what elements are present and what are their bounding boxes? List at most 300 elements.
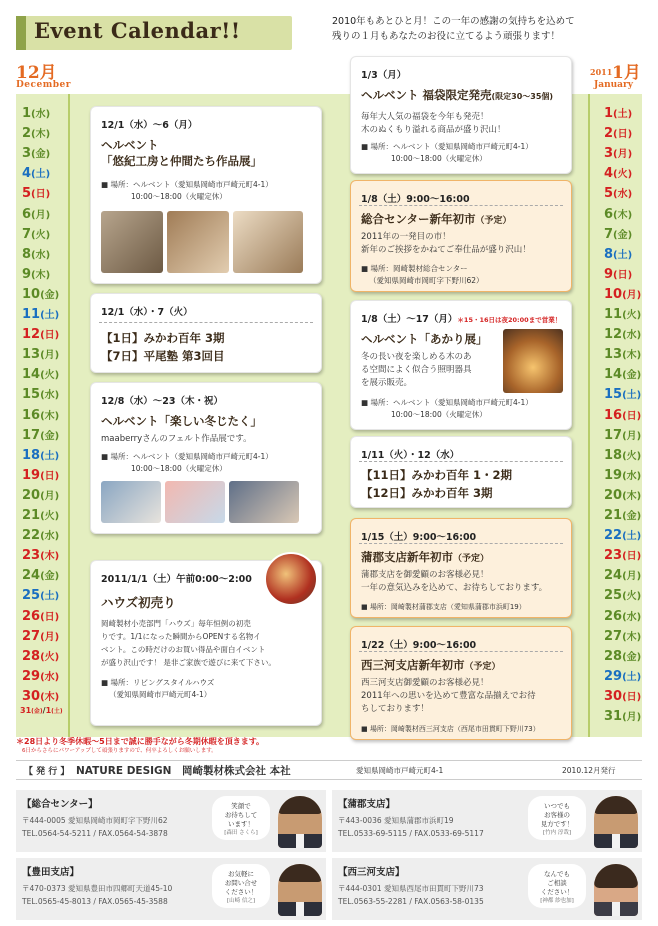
bubble-line-3: ください！ [224,888,258,896]
day-number: 21 [604,508,623,523]
event-date: 12/1（水）・7（火） [101,307,193,318]
staff-avatar [594,864,638,916]
event-location: ■ 場所：岡崎製材蒲郡支店（愛知県蒲郡市浜町19） [361,603,526,611]
staff-name: [竹内 淳哉] [542,830,572,836]
weekday: (水) [622,330,642,342]
event-date-note: ＊15・16日は夜20:00まで営業！ [457,316,562,324]
event-card-mikawa-dec [90,293,322,373]
dec-day-8 [22,245,50,264]
weekday: (土) [622,390,642,402]
dec-day-2 [22,124,50,143]
day-number: 16 [604,407,623,423]
dec-day-24 [22,566,59,585]
dec-day-21 [22,506,59,525]
jan-day-26 [604,607,641,626]
event-line-2: 【12日】みかわ百年 3期 [361,486,493,500]
holiday-note: ＊28日より冬季休暇〜5日まで誠に勝手ながら冬期休暇を頂きます。 [16,737,265,746]
event-date: 1/3（月） [361,70,407,81]
dec-day-11 [22,305,59,324]
day-number: 19 [22,467,41,483]
weekday: (火) [31,229,51,241]
jan-day-8 [604,245,632,264]
staff-name: [神都 紗也加] [540,898,574,904]
weekday: (木) [613,209,633,221]
day-number: 18 [604,447,623,463]
dec-day-20 [22,486,59,505]
day-number: 2 [604,126,614,142]
weekday: (土) [613,249,633,261]
dec-day-19 [22,466,59,485]
event-title: ヘルベント「あかり展」 [361,332,488,346]
dec-day-17 [22,426,59,445]
event-photo-3 [233,211,303,273]
day-number: 23 [22,548,41,564]
intro-line-2: 残りの１月もあなたのお役に立てるよう頑張ります！ [332,31,561,42]
event-location: ■ 場所：ヘルベント（愛知県岡崎市戸崎元町4-1） [361,398,533,407]
event-location: ■ 場所：岡崎製材西三河支店（西尾市田貫町下野川73） [361,725,540,733]
weekday: (水) [40,671,60,683]
event-hours: 10:00〜18:00（火曜定休） [131,192,227,201]
day-number: 3 [22,146,32,162]
event-date-main: 1/8（土）〜17（月） [361,314,458,325]
event-photo-1 [101,481,161,523]
jan-day-21 [604,506,641,525]
day-number: 6 [604,206,614,222]
weekday: (金) [40,289,60,301]
day-number: 26 [604,608,623,624]
dec-day-15 [22,385,59,404]
weekday: (水) [40,531,60,543]
publisher-bar [16,760,642,780]
weekday: (土) [31,169,51,181]
day-number: 30 [22,688,41,704]
day-slash: / [42,706,46,715]
weekday: (木) [622,490,642,502]
jan-day-30 [604,687,641,706]
weekday: (木) [622,631,642,643]
day-number: 19 [604,467,623,483]
event-date: 12/1（水）〜6（月） [101,120,198,131]
jan-day-27 [604,627,641,646]
weekday: (金) [622,511,642,522]
day-number: 14 [604,367,623,383]
event-date [361,311,561,325]
december-heading: 12月 [16,63,57,83]
weekday: (日) [31,189,51,201]
dec-day-28 [22,647,59,666]
jan-day-12 [604,325,641,344]
page-title: Event Calendar!! [34,18,241,43]
jan-day-11 [604,305,641,324]
event-subtitle: 「悠紀工房と仲間たち作品展」 [101,154,262,168]
jan-day-3 [604,144,632,163]
day-number: 13 [604,347,623,363]
event-text-1: 岡崎製材小売部門「ハウズ」毎年恒例の初売 [101,619,251,628]
dec-day-16 [22,406,59,425]
event-text-1: 西三河支店御愛顧のお客様必見！ [361,678,489,688]
day-number: 7 [604,226,614,242]
weekday: (木) [31,129,51,141]
publisher-label: 【 発 行 】 [24,767,70,777]
december-timeline [68,94,70,737]
dec-day-25 [22,586,59,605]
day-number: 21 [22,508,41,523]
event-title-note: （予定） [464,662,501,672]
intro-line-1: 2010年もあとひと月！この一年の感謝の気持ちを込めて [332,16,575,27]
weekday: (火) [622,310,642,321]
weekday: (木) [31,269,51,281]
dec-day-7 [22,225,50,244]
day-1-week: (土) [51,708,63,715]
event-title: ハウズ初売り [101,595,176,610]
event-date: 1/15（土）9:00〜16:00 [361,532,477,543]
event-text-2: 新年のご挨拶をかねてご奉仕品が盛り沢山！ [361,245,531,255]
event-location: ■ 場所：岡崎製材総合センター [361,264,468,273]
weekday: (火) [40,511,60,522]
jan-day-1 [604,104,632,123]
weekday: (月) [622,430,642,442]
jan-day-17 [604,426,641,445]
branch-nishimikawa [332,858,642,920]
event-text-2: 2011年への思いを込めて豊富な品揃えでお待 [361,691,536,701]
event-text-2: りです。1/1になった瞬間からOPENする名物イ [101,632,261,641]
weekday: (金) [613,229,633,241]
bubble-line-2: ご相談 [547,879,567,887]
day-number: 5 [604,186,614,202]
day-number: 30 [604,688,623,704]
day-number: 26 [22,608,41,624]
day-number: 16 [22,407,41,423]
jan-day-20 [604,486,641,505]
issue-date: 2010.12月発行 [562,766,616,775]
weekday: (水) [613,189,633,201]
weekday: (日) [622,551,642,563]
branch-postal-address: 〒444-0301 愛知県西尾市田貫町下野川73 [338,884,484,893]
branch-name: 【西三河支店】 [338,867,405,878]
staff-avatar [278,864,322,916]
event-address: （愛知県岡崎市戸崎元町4-1） [109,690,212,699]
event-location: ■ 場所：ヘルベント（愛知県岡崎市戸崎元町4-1） [101,180,273,189]
jan-day-18 [604,446,641,465]
weekday: (月) [613,149,633,161]
branch-name: 【蒲郡支店】 [338,799,396,810]
event-text-3: を展示販売。 [361,378,413,388]
weekday: (金) [622,651,642,663]
weekday: (水) [40,390,60,402]
dec-day-14 [22,365,59,384]
dec-day-5 [22,184,50,203]
bubble-line-1: 笑顔で [231,802,251,810]
event-line-2: 【7日】平尾塾 第3回目 [101,349,225,363]
jan-day-29 [604,667,641,686]
event-hours: 10:00〜18:00（火曜定休） [391,410,487,419]
event-text-1: 冬の長い夜を楽しめる木のあ [361,352,472,362]
weekday: (木) [40,410,60,422]
day-1: 1 [45,706,52,715]
event-date: 1/22（土）9:00〜16:00 [361,640,477,651]
staff-name: [山崎 信之] [226,898,256,904]
publisher-name: NATURE DESIGN 岡崎製材株式会社 本社 [76,765,291,777]
bubble-line-2: お待ちして [224,811,258,819]
publisher-address: 愛知県岡崎市戸崎元町4-1 [356,766,444,775]
event-date: 2011/1/1（土）午前0:00〜2:00 [101,574,252,585]
dec-day-9 [22,265,50,284]
weekday: (火) [622,450,642,462]
day-number: 6 [22,206,32,222]
jan-day-9 [604,265,632,284]
day-number: 7 [22,226,32,242]
day-number: 27 [604,628,623,644]
event-date: 1/11（火）・12（水） [361,450,460,461]
day-number: 13 [22,347,41,363]
branch-phone: TEL.0564-54-5211 / FAX.0564-54-3878 [22,829,168,838]
event-title-main: 蒲郡支店新年初市 [361,550,453,564]
dec-day-6 [22,205,50,224]
staff-name: [森田 さくら] [224,830,258,836]
event-card-winter-prep [90,382,322,534]
event-text-1: 2011年の一発目の市！ [361,232,451,242]
dec-day-18 [22,446,59,465]
day-number: 15 [22,387,41,403]
day-number: 31 [604,709,623,724]
branch-sougou-center [16,790,326,852]
holiday-note-small: 6日からさらにパワーアップして頑張りますので、何卒よろしくお願いします。 [22,748,217,754]
event-text: maaberryさんのフェルト作品展です。 [101,434,252,444]
event-photo-circle [264,552,318,606]
speech-bubble [528,796,586,840]
jan-day-5 [604,184,632,203]
weekday: (水) [622,611,642,623]
jan-day-14 [604,365,641,384]
weekday: (火) [40,370,60,382]
event-text-3: ちしております！ [361,704,430,714]
jan-day-28 [604,647,641,666]
weekday: (水) [622,470,642,482]
branch-address [338,814,484,840]
weekday: (月) [622,571,642,583]
weekday: (火) [613,169,633,181]
day-number: 14 [22,367,41,383]
day-number: 24 [22,568,41,584]
dec-31-jan-1 [20,706,63,715]
weekday: (土) [40,450,60,462]
weekday: (金) [40,430,60,442]
december-label: December [16,80,72,90]
event-address: （愛知県岡崎市岡町字下野川62） [369,276,484,285]
day-number: 20 [22,487,41,503]
day-number: 15 [604,387,623,403]
branch-postal-address: 〒470-0373 愛知県豊田市四郷町天道45-10 [22,884,173,893]
day-number: 28 [22,648,41,664]
event-title: ヘルベント [101,138,159,152]
event-line-1: 【11日】みかわ百年 1・2期 [361,468,513,482]
event-text-2: る空間によく似合う照明器具 [361,365,472,375]
weekday: (火) [40,651,60,663]
branch-toyota [16,858,326,920]
dec-day-1 [22,104,50,123]
jan-day-6 [604,205,632,224]
weekday: (水) [31,249,51,261]
event-card-lucky-bag [350,56,572,174]
event-text-1: 毎年大人気の福袋を今年も発売！ [361,112,489,122]
dec-day-22 [22,526,59,545]
event-text-3: ベント。この時だけのお買い得品や面白イベント [101,645,266,654]
event-photo-1 [101,211,163,273]
day-number: 12 [22,327,41,343]
weekday: (金) [31,149,51,161]
intro-text [332,14,642,44]
branch-gamagori [332,790,642,852]
weekday: (日) [622,410,642,422]
event-location: ■ 場所：ヘルベント（愛知県岡崎市戸崎元町4-1） [101,452,273,461]
event-title-note: (限定30〜35個) [491,92,554,101]
day-number: 20 [604,487,623,503]
day-number: 4 [604,166,614,182]
day-number: 18 [22,447,41,463]
day-31: 31 [20,706,32,715]
speech-bubble [528,864,586,908]
branch-postal-address: 〒443-0036 愛知県蒲郡市浜町19 [338,816,454,825]
weekday: (土) [613,109,633,120]
day-number: 2 [22,126,32,142]
weekday: (金) [40,571,60,583]
event-title-main: ヘルベント 福袋限定発売 [361,88,492,102]
weekday: (日) [40,330,60,342]
branch-phone: TEL.0563-55-2281 / FAX.0563-58-0135 [338,897,484,906]
branch-phone: TEL.0565-45-8013 / FAX.0565-45-3588 [22,897,168,906]
branch-name: 【豊田支店】 [22,867,80,878]
weekday: (土) [40,310,60,321]
speech-bubble [212,864,270,908]
event-photo [503,329,563,393]
bubble-line-1: いつでも [544,802,570,810]
event-text-2: 一年の意気込みを込めて、お待ちしております。 [361,583,548,593]
day-number: 9 [22,266,32,282]
january-heading: 1月 [612,63,641,83]
jan-day-15 [604,385,641,404]
event-photo-2 [167,211,229,273]
jan-day-23 [604,546,641,565]
weekday: (木) [622,350,642,362]
jan-day-16 [604,406,641,425]
weekday: (月) [40,631,60,643]
event-title-main: 西三河支店新年初市 [361,658,465,672]
bubble-line-3: ください！ [540,888,574,896]
event-title [361,657,501,675]
day-number: 10 [22,286,41,302]
weekday: (水) [31,109,51,120]
day-31-week: (金) [31,708,43,715]
january-label: January [594,80,633,90]
day-number: 17 [22,427,41,443]
staff-avatar [594,796,638,848]
weekday: (月) [622,289,642,301]
event-hours: 10:00〜18:00（火曜定休） [131,464,227,473]
bubble-line-3: 見方です！ [540,820,574,828]
day-number: 11 [22,307,41,322]
january-timeline [588,94,590,737]
weekday: (土) [622,531,642,543]
day-number: 28 [604,648,623,664]
dec-day-10 [22,285,59,304]
jan-day-22 [604,526,641,545]
branch-phone: TEL.0533-69-5115 / FAX.0533-69-5117 [338,829,484,838]
weekday: (日) [613,269,633,281]
day-number: 1 [604,106,614,121]
event-card-yuki-exhibition [90,106,322,284]
jan-day-13 [604,345,641,364]
dec-day-30 [22,687,59,706]
event-title: ヘルベント「楽しい冬じたく」 [101,414,262,428]
jan-day-31 [604,707,641,726]
jan-day-24 [604,566,641,585]
day-number: 22 [22,528,41,544]
weekday: (日) [40,611,60,623]
bubble-line-1: お気軽に [228,870,254,878]
event-card-mikawa-jan [350,436,572,508]
jan-day-10 [604,285,641,304]
day-number: 29 [604,668,623,684]
day-number: 8 [604,246,614,262]
day-number: 5 [22,186,32,202]
bubble-line-2: お問い合せ [224,879,258,887]
day-number: 23 [604,548,623,564]
day-number: 10 [604,286,623,302]
dec-day-27 [22,627,59,646]
event-card-nishimikawa-market [350,626,572,740]
weekday: (木) [40,551,60,563]
event-title-main: 総合センター新年初市 [361,212,476,226]
event-location: ■ 場所：ヘルベント（愛知県岡崎市戸崎元町4-1） [361,142,533,151]
weekday: (土) [622,671,642,683]
weekday: (月) [622,712,642,723]
weekday: (土) [40,591,60,603]
jan-day-25 [604,586,641,605]
day-number: 27 [22,628,41,644]
day-number: 12 [604,327,623,343]
dec-day-13 [22,345,59,364]
event-text-1: 蒲郡支店を御愛顧のお客様必見！ [361,570,489,580]
day-number: 29 [22,668,41,684]
day-number: 4 [22,166,32,182]
event-text-2: 木のぬくもり溢れる商品が盛り沢山！ [361,125,506,135]
event-photo-3 [229,481,299,523]
day-number: 17 [604,427,623,443]
dec-day-29 [22,667,59,686]
event-date: 12/8（水）〜23（木・祝） [101,396,224,407]
event-title [361,211,512,229]
weekday: (木) [40,691,60,703]
event-title [361,549,489,567]
day-number: 25 [22,588,41,604]
jan-day-19 [604,466,641,485]
staff-avatar [278,796,322,848]
dec-day-23 [22,546,59,565]
weekday: (日) [622,691,642,703]
jan-day-7 [604,225,632,244]
branch-name: 【総合センター】 [22,799,98,810]
weekday: (月) [31,209,51,221]
event-title-note: （予定） [475,216,512,226]
event-line-1: 【1日】みかわ百年 3期 [101,331,225,345]
day-number: 22 [604,528,623,544]
bubble-line-3: います！ [228,820,254,828]
speech-bubble [212,796,270,840]
weekday: (月) [40,490,60,502]
event-date: 1/8（土）9:00〜16:00 [361,194,470,205]
jan-day-4 [604,164,632,183]
day-number: 24 [604,568,623,584]
